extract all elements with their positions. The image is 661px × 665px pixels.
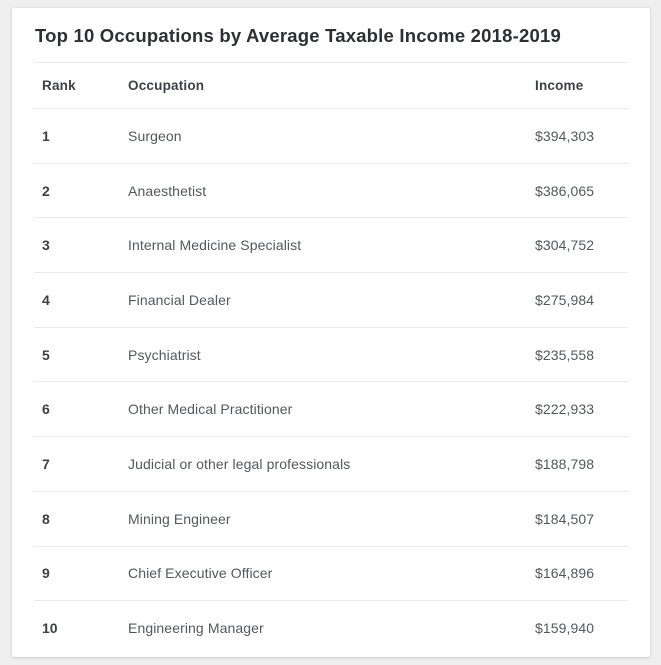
rank-cell: 3 [42, 237, 50, 254]
column-header-occupation: Occupation [128, 78, 205, 93]
rank-cell: 10 [42, 620, 58, 637]
table-row [34, 327, 628, 382]
income-cell: $188,798 [535, 455, 595, 472]
income-table-card [12, 8, 650, 657]
income-cell: $164,896 [535, 565, 595, 582]
income-cell: $222,933 [535, 401, 595, 418]
rank-cell: 7 [42, 455, 50, 472]
income-cell: $159,940 [535, 620, 595, 637]
rank-cell: 5 [42, 346, 50, 363]
occupation-cell: Other Medical Practitioner [128, 401, 293, 418]
occupation-cell: Anaesthetist [128, 182, 207, 199]
occupation-cell: Financial Dealer [128, 291, 231, 308]
table-header-row [34, 62, 628, 108]
occupation-cell: Mining Engineer [128, 510, 231, 527]
income-cell: $184,507 [535, 510, 595, 527]
table-row [34, 546, 628, 601]
income-cell: $235,558 [535, 346, 595, 363]
income-cell: $275,984 [535, 291, 595, 308]
income-cell: $394,303 [535, 127, 595, 144]
income-cell: $386,065 [535, 182, 595, 199]
column-header-income: Income [535, 78, 584, 93]
column-header-rank: Rank [42, 78, 76, 93]
occupation-cell: Chief Executive Officer [128, 565, 273, 582]
occupation-cell: Surgeon [128, 127, 182, 144]
occupation-cell: Judicial or other legal professionals [128, 455, 351, 472]
income-table [34, 62, 628, 655]
title-bar [12, 8, 650, 62]
income-cell: $304,752 [535, 237, 595, 254]
page-title: Top 10 Occupations by Average Taxable Income 2018-2019 [35, 25, 561, 46]
table-row [34, 108, 628, 163]
table-row [34, 381, 628, 436]
table-row [34, 491, 628, 546]
table-row [34, 163, 628, 218]
rank-cell: 8 [42, 510, 50, 527]
occupation-cell: Psychiatrist [128, 346, 201, 363]
table-row [34, 272, 628, 327]
occupation-cell: Internal Medicine Specialist [128, 237, 302, 254]
rank-cell: 2 [42, 182, 50, 199]
occupation-cell: Engineering Manager [128, 620, 264, 637]
table-row [34, 217, 628, 272]
rank-cell: 6 [42, 401, 50, 418]
rank-cell: 1 [42, 127, 50, 144]
table-row [34, 436, 628, 491]
table-row [34, 600, 628, 655]
rank-cell: 4 [42, 291, 50, 308]
rank-cell: 9 [42, 565, 50, 582]
